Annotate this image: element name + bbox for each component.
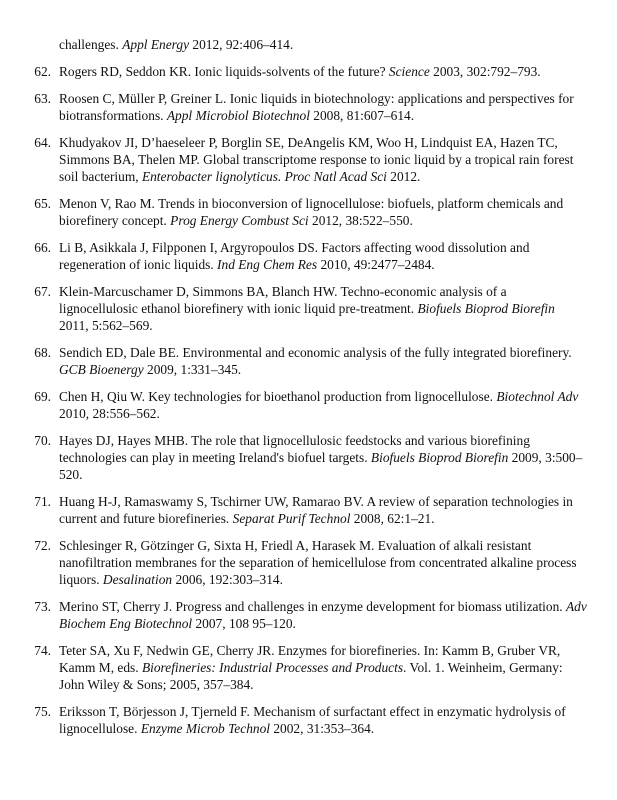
reference-entry [0,134,617,185]
reference-details: 2006, 192:303–314. [172,572,283,587]
reference-journal: Biorefineries: Industrial Processes and Products [141,660,404,675]
reference-journal: Separat Purif Technol [232,511,351,526]
reference-entry [0,388,617,422]
reference-text: Chen H, Qiu W. Key technologies for bioethanol production from lignocellulose. [59,389,497,404]
reference-entry [0,432,617,483]
reference-number: 73. [34,599,51,614]
reference-journal: Appl Energy [122,37,190,52]
reference-text: Sendich ED, Dale BE. Environmental and economic analysis of the fully integrated biorefinery. [59,345,572,360]
reference-number: 74. [34,643,51,658]
reference-number: 72. [34,538,51,553]
reference-journal: Biofuels Bioprod Biorefin [417,301,555,316]
reference-journal: Biotechnol Adv [496,389,579,404]
reference-number: 66. [34,240,51,255]
reference-details: 2010, 49:2477–2484. [317,257,435,272]
reference-text: Khudyakov JI, D’haeseleer P, Borglin SE, DeAngelis KM, Woo H, Lindquist EA, Hazen TC, Simmons BA, Thelen MP. Global transcriptome response to ionic liquid by a tropical rain forest soil bacterium, [59,135,574,184]
reference-text: Merino ST, Cherry J. Progress and challenges in enzyme development for biomass utilization. [59,599,566,614]
reference-details: 2012, 92:406–414. [189,37,294,52]
reference-entry [0,344,617,378]
reference-details: 2009, 1:331–345. [143,362,242,377]
reference-number: 68. [34,345,51,360]
reference-details: 2002, 31:353–364. [270,721,375,736]
reference-list [0,36,617,747]
reference-number: 64. [34,135,51,150]
reference-text: Klein-Marcuschamer D, Simmons BA, Blanch HW. Techno-economic analysis of a lignocellulosic ethanol biorefinery with ionic liquid pre-treatment. [59,284,507,316]
reference-text: Schlesinger R, Götzinger G, Sixta H, Friedl A, Harasek M. Evaluation of alkali resistant nanofiltration membranes for the separation of hemicellulose from concentrated alkaline process liquors. [59,538,577,587]
reference-entry [0,598,617,632]
reference-number: 69. [34,389,51,404]
reference-text: Rogers RD, Seddon KR. Ionic liquids-solvents of the future? [59,64,389,79]
reference-details: 2012. [386,169,421,184]
reference-details: 2008, 81:607–614. [309,108,415,123]
reference-journal: Desalination [102,572,173,587]
reference-text: Menon V, Rao M. Trends in bioconversion of lignocellulose: biofuels, platform chemicals and biorefinery concept. [59,196,564,228]
reference-journal: Biofuels Bioprod Biorefin [370,450,509,465]
reference-entry [0,283,617,334]
reference-journal: Ind Eng Chem Res [217,257,318,272]
reference-number: 71. [34,494,51,509]
reference-entry [0,493,617,527]
reference-number: 63. [34,91,51,106]
reference-entry [0,642,617,693]
reference-entry [0,36,617,53]
reference-number: 65. [34,196,51,211]
reference-journal: Appl Microbiol Biotechnol [166,108,310,123]
reference-entry [0,195,617,229]
reference-details: 2007, 108 95–120. [192,616,296,631]
reference-text: Li B, Asikkala J, Filpponen I, Argyropoulos DS. Factors affecting wood dissolution and regeneration of ionic liquids. [59,240,530,272]
reference-journal: Enterobacter lignolyticus. Proc Natl Acad Sci [141,169,387,184]
reference-text: Roosen C, Müller P, Greiner L. Ionic liquids in biotechnology: applications and perspectives for biotransformations. [59,91,574,123]
reference-text: Huang H-J, Ramaswamy S, Tschirner UW, Ramarao BV. A review of separation technologies in current and future biorefineries. [59,494,573,526]
reference-details: 2012, 38:522–550. [308,213,413,228]
reference-entry [0,90,617,124]
reference-journal: GCB Bioenergy [59,362,144,377]
reference-journal: Prog Energy Combust Sci [170,213,309,228]
reference-text: Teter SA, Xu F, Nedwin GE, Cherry JR. Enzymes for biorefineries. In: Kamm B, Gruber VR, Kamm M, eds. [59,643,561,675]
reference-text: challenges. [59,37,123,52]
reference-number: 62. [34,64,51,79]
reference-entry [0,703,617,737]
reference-journal: Adv Biochem Eng Biotechnol [59,599,587,631]
reference-entry [0,239,617,273]
reference-details: . Vol. 1. Weinheim, Germany: John Wiley & Sons; 2005, 357–384. [59,660,563,692]
reference-number: 67. [34,284,51,299]
reference-details: 2010, 28:556–562. [59,406,160,421]
reference-number: 70. [34,433,51,448]
reference-details: 2011, 5:562–569. [59,318,153,333]
reference-entry [0,63,617,80]
reference-number: 75. [34,704,51,719]
reference-text: Hayes DJ, Hayes MHB. The role that lignocellulosic feedstocks and various biorefining technologies can play in meeting Ireland's biofuel targets. [59,433,530,465]
reference-details: 2008, 62:1–21. [350,511,435,526]
reference-journal: Enzyme Microb Technol [140,721,270,736]
reference-details: 2003, 302:792–793. [429,64,541,79]
reference-details: 2009, 3:500–520. [59,450,583,482]
reference-text: Eriksson T, Börjesson J, Tjerneld F. Mechanism of surfactant effect in enzymatic hydrolysis of lignocellulose. [59,704,566,736]
reference-journal: Science [388,64,430,79]
reference-entry [0,537,617,588]
